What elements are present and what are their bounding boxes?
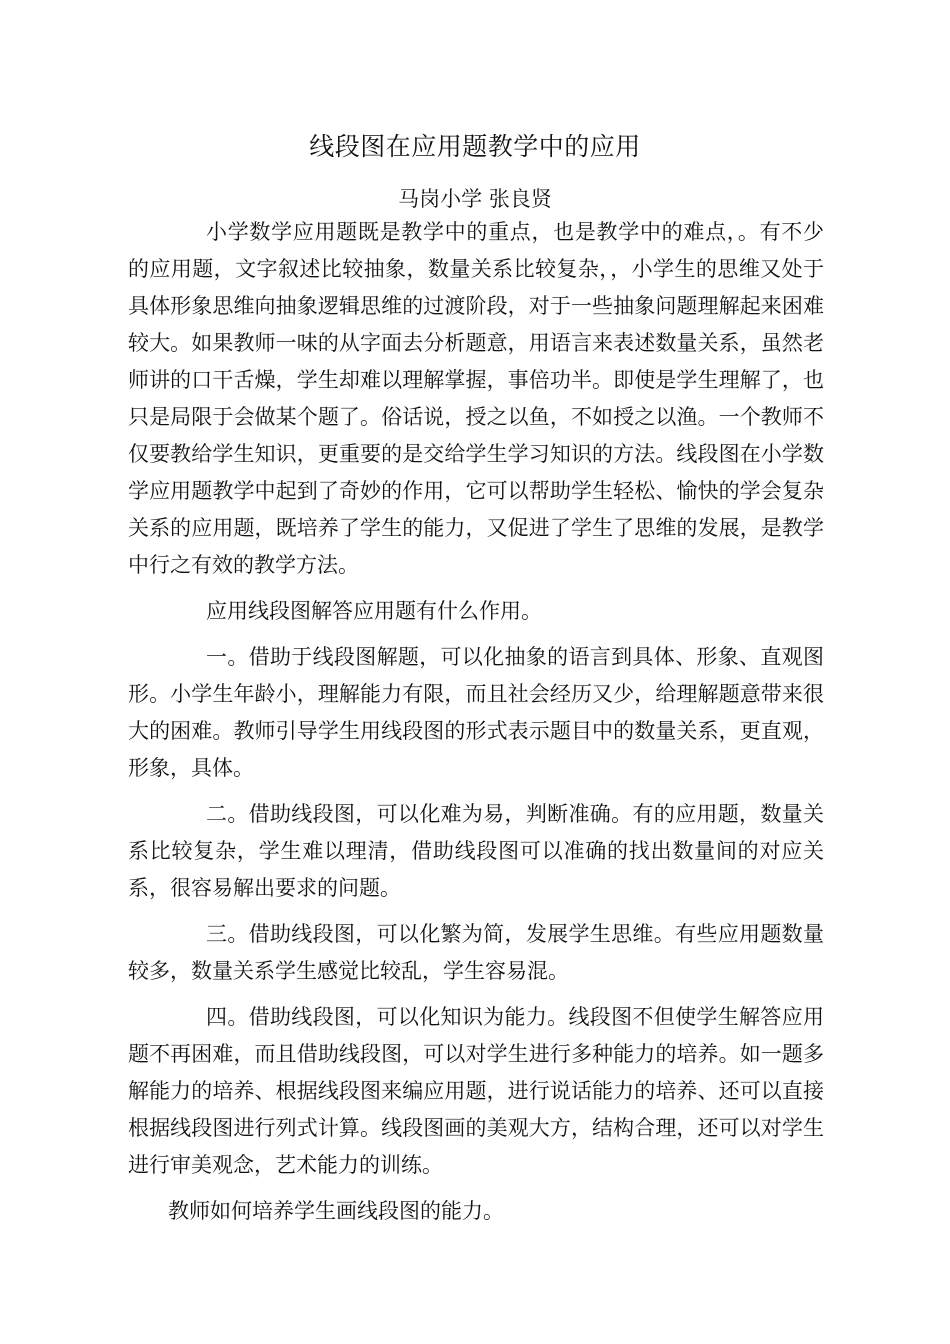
section-heading-training: 教师如何培养学生画线段图的能力。 [168, 1199, 504, 1223]
document-author: 马岗小学 张良贤 [398, 187, 552, 211]
point-four-paragraph: 四。借助线段图，可以化知识为能力。线段图不但使学生解答应用题不再困难，而且借助线段图，可以对学生进行多种能力的培养。如一题多解能力的培养、根据线段图来编应用题，进行说话能力的培养、还可以直接根据线段图进行列式计算。线段图画的美观大方，结构合理，还可以对学生进行审美观念，艺术能力的训练。 [128, 1005, 824, 1177]
point-two-paragraph: 二。借助线段图，可以化难为易，判断准确。有的应用题，数量关系比较复杂，学生难以理清，借助线段图可以准确的找出数量间的对应关系，很容易解出要求的问题。 [128, 802, 824, 900]
intro-paragraph: 小学数学应用题既是教学中的重点，也是教学中的难点，。有不少的应用题，文字叙述比较抽象，数量关系比较复杂，，小学生的思维又处于具体形象思维向抽象逻辑思维的过渡阶段，对于一些抽象问题理解起来困难较大。如果教师一味的从字面去分析题意，用语言来表述数量关系，虽然老师讲的口干舌燥，学生却难以理解掌握，事倍功半。即使是学生理解了，也只是局限于会做某个题了。俗话说，授之以鱼，不如授之以渔。一个教师不仅要教给学生知识，更重要的是交给学生学习知识的方法。线段图在小学数学应用题教学中起到了奇妙的作用，它可以帮助学生轻松、愉快的学会复杂关系的应用题，既培养了学生的能力，又促进了学生了思维的发展，是教学中行之有效的教学方法。 [128, 220, 824, 577]
document-title: 线段图在应用题教学中的应用 [309, 132, 641, 161]
point-one-paragraph: 一。借助于线段图解题，可以化抽象的语言到具体、形象、直观图形。小学生年龄小，理解能力有限，而且社会经历又少，给理解题意带来很大的困难。教师引导学生用线段图的形式表示题目中的数量关系，更直观，形象，具体。 [128, 645, 824, 780]
section-heading-functions: 应用线段图解答应用题有什么作用。 [206, 599, 542, 623]
document-body [128, 214, 824, 1230]
point-three-paragraph: 三。借助线段图，可以化繁为简，发展学生思维。有些应用题数量较多，数量关系学生感觉比较乱，学生容易混。 [128, 922, 824, 983]
